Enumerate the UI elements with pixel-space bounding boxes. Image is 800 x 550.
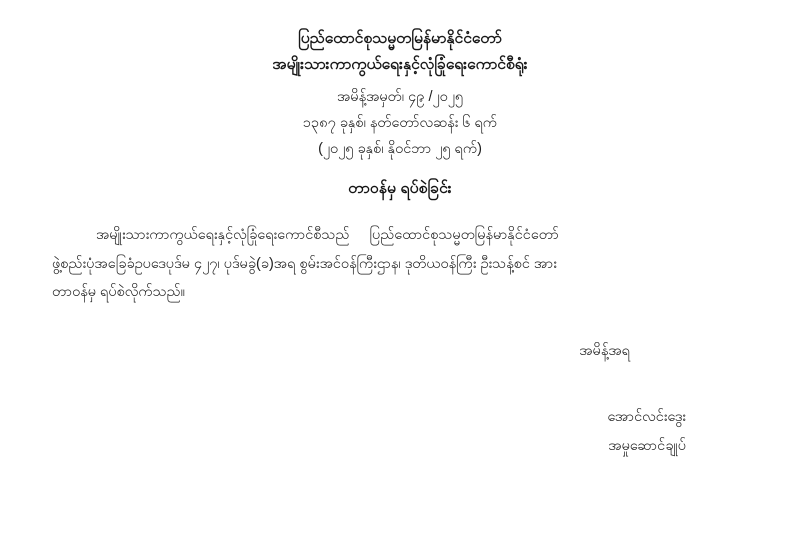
council-office-line-2: အမျိုးသားကာကွယ်ရေးနှင့်လုံခြုံရေးကောင်စီရုံး (272, 56, 528, 74)
document-header (52, 26, 748, 78)
signatory-title: အမှုဆောင်ချုပ် (608, 437, 686, 454)
body-paragraph-3: တာဝန်မှ ရပ်စဲလိုက်သည်။ (52, 283, 185, 300)
order-number: အမိန့်အမှတ်၊ ၄၉ /၂၀၂၅ (336, 89, 464, 106)
state-title-line-1: ပြည်ထောင်စုသမ္မတမြန်မာနိုင်ငံတော် (298, 30, 502, 47)
date-burmese: ၁၃၈၇ ခုနှစ်၊ နတ်တော်လဆန်း ၆ ရက် (302, 114, 497, 131)
date-gregorian: (၂၀၂၅ ခုနှစ်၊ နိုဝင်ဘာ ၂၅ ရက်) (318, 140, 482, 157)
document-subject: တာဝန်မှ ရပ်စဲခြင်း (348, 180, 452, 198)
document-meta (52, 85, 748, 162)
order-by-label: အမိန့်အရ (579, 343, 630, 360)
signature-block (52, 403, 748, 460)
body-paragraph-2: ဖွဲ့စည်းပုံအခြေခံဥပဒေပုဒ်မ ၄၂၇၊ ပုဒ်မခွဲ(ခ)အရ စွမ်းအင်ဝန်ကြီးဌာန၊ ဒုတိယဝန်ကြီး ဦးသန့်စင် အား (52, 255, 557, 272)
body-paragraph-1: အမျိုးသားကာကွယ်ရေးနှင့်လုံခြုံရေးကောင်စီသည် ပြည်ထောင်စုသမ္မတမြန်မာနိုင်ငံတော် (96, 227, 559, 244)
document-body (52, 221, 748, 306)
signatory-name: အောင်လင်းဒွေး (607, 409, 686, 426)
